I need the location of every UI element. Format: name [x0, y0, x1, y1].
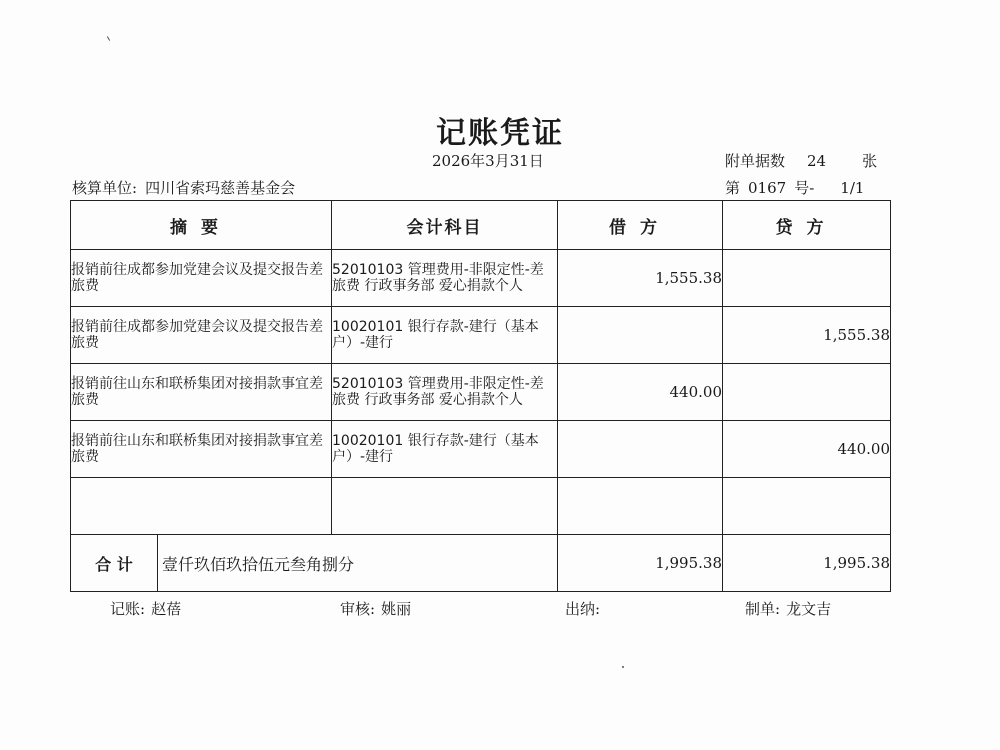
bookkeeper-label: 记账: [110, 600, 146, 618]
entry-credit: 440.00 [723, 421, 891, 478]
entry-credit: 1,555.38 [723, 307, 891, 364]
entry-account: 52010103 管理费用-非限定性-差旅费 行政事务部 爱心捐款个人 [332, 364, 558, 421]
table-row [71, 364, 891, 421]
preparer-name: 龙文吉 [786, 600, 832, 618]
preparer-label: 制单: [745, 600, 781, 618]
entry-summary: 报销前往成都参加党建会议及提交报告差旅费 [71, 307, 332, 364]
signature-bookkeeper [110, 598, 181, 619]
organization-name: 四川省索玛慈善基金会 [145, 179, 296, 197]
attachments-count: 24 [807, 152, 827, 170]
entry-debit [558, 307, 723, 364]
entry-summary [71, 478, 332, 535]
entry-summary: 报销前往成都参加党建会议及提交报告差旅费 [71, 250, 332, 307]
signature-cashier [565, 598, 606, 619]
table-header-row [71, 201, 891, 250]
bookkeeper-name: 赵蓓 [151, 600, 182, 618]
voucher-prefix: 第 [725, 179, 741, 197]
entry-account: 10020101 银行存款-建行（基本户）-建行 [332, 421, 558, 478]
entry-account [332, 478, 558, 535]
reviewer-name: 姚丽 [381, 600, 412, 618]
entry-summary: 报销前往山东和联桥集团对接捐款事宜差旅费 [71, 421, 332, 478]
header-debit: 借方 [558, 201, 723, 250]
organization-info [72, 177, 295, 198]
voucher-suffix: 号- [794, 179, 815, 197]
table-row [71, 307, 891, 364]
header-summary: 摘要 [71, 201, 332, 250]
total-debit: 1,995.38 [558, 535, 723, 592]
table-row [71, 250, 891, 307]
entry-account: 52010103 管理费用-非限定性-差旅费 行政事务部 爱心捐款个人 [332, 250, 558, 307]
entry-summary: 报销前往山东和联桥集团对接捐款事宜差旅费 [71, 364, 332, 421]
attachments-label: 附单据数 [725, 152, 786, 170]
attachments-unit: 张 [862, 152, 878, 170]
cashier-label: 出纳: [565, 600, 601, 618]
reviewer-label: 审核: [340, 600, 376, 618]
total-row [71, 535, 891, 592]
entry-credit [723, 364, 891, 421]
voucher-number: 0167 [748, 179, 787, 197]
entry-debit [558, 421, 723, 478]
scan-speck [107, 36, 110, 41]
voucher-page-number: 1/1 [840, 179, 865, 197]
total-credit: 1,995.38 [723, 535, 891, 592]
entry-credit [723, 478, 891, 535]
header-credit: 贷方 [723, 201, 891, 250]
document-title: 记账凭证 [436, 116, 564, 151]
voucher-number-info [725, 177, 864, 198]
scan-speck [622, 666, 624, 668]
signature-preparer [745, 598, 831, 619]
total-amount-words: 壹仟玖佰玖拾伍元叁角捌分 [162, 554, 355, 574]
table-row [71, 478, 891, 535]
total-label: 合 计 [71, 535, 158, 591]
signature-reviewer [340, 598, 411, 619]
header-account: 会计科目 [332, 201, 558, 250]
attachments-info [725, 150, 877, 171]
entry-debit: 440.00 [558, 364, 723, 421]
entry-debit: 1,555.38 [558, 250, 723, 307]
entry-credit [723, 250, 891, 307]
voucher-table [70, 200, 891, 592]
entry-debit [558, 478, 723, 535]
voucher-date: 2026年3月31日 [432, 152, 544, 170]
organization-label: 核算单位: [72, 179, 138, 197]
table-row [71, 421, 891, 478]
entry-account: 10020101 银行存款-建行（基本户）-建行 [332, 307, 558, 364]
